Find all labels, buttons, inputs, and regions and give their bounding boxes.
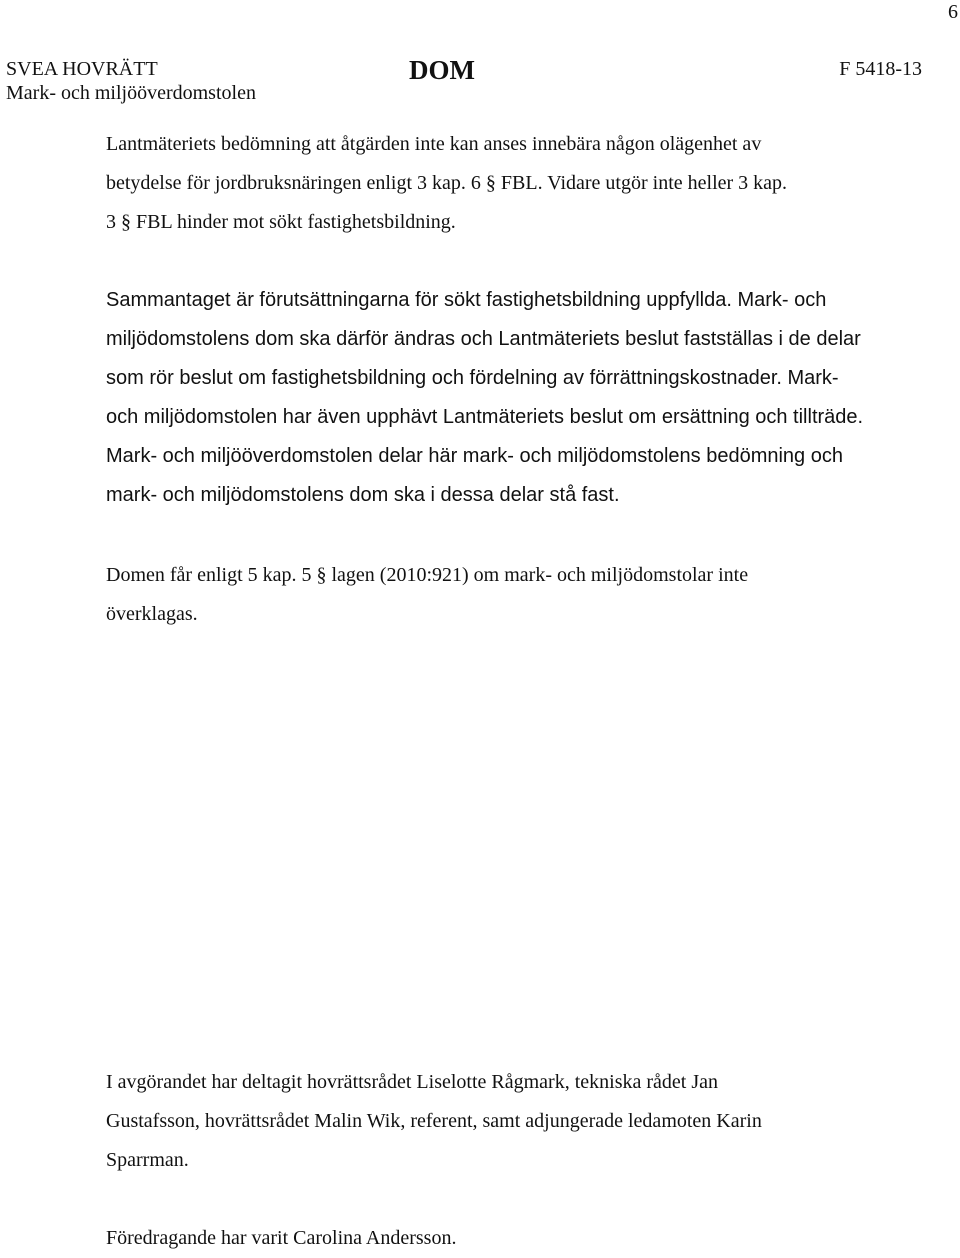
- paragraph-assessment: [106, 125, 787, 242]
- paragraph-line: Gustafsson, hovrättsrådet Malin Wik, referent, samt adjungerade ledamoten Karin: [106, 1110, 762, 1132]
- court-name: SVEA HOVRÄTT: [6, 58, 158, 80]
- paragraph-line: 3 § FBL hinder mot sökt fastighetsbildning.: [106, 211, 456, 233]
- paragraph-line: Lantmäteriets bedömning att åtgärden inte kan anses innebära någon olägenhet av: [106, 133, 762, 155]
- paragraph-line: mark- och miljödomstolens dom ska i dessa delar stå fast.: [106, 484, 620, 506]
- paragraph-line: Mark- och miljööverdomstolen delar här mark- och miljödomstolens bedömning och: [106, 445, 843, 467]
- paragraph-rapporteur: [106, 1219, 456, 1258]
- case-number: F 5418-13: [839, 58, 922, 80]
- paragraph-line: överklagas.: [106, 603, 198, 625]
- document-type-title: DOM: [409, 55, 475, 85]
- paragraph-line: betydelse för jordbruksnäringen enligt 3 kap. 6 § FBL. Vidare utgör inte heller 3 kap.: [106, 172, 788, 194]
- paragraph-line: miljödomstolens dom ska därför ändras och Lantmäteriets beslut fastställas i de delar: [106, 328, 861, 350]
- paragraph-appeal-notice: [106, 556, 748, 634]
- paragraph-line: Föredragande har varit Carolina Andersson.: [106, 1227, 457, 1249]
- paragraph-line: Sammantaget är förutsättningarna för sökt fastighetsbildning uppfyllda. Mark- och: [106, 289, 827, 311]
- paragraph-line: I avgörandet har deltagit hovrättsrådet Liselotte Rågmark, tekniska rådet Jan: [106, 1071, 719, 1093]
- paragraph-line: som rör beslut om fastighetsbildning och fördelning av förrättningskostnader. Mark-: [106, 367, 839, 389]
- paragraph-line: och miljödomstolen har även upphävt Lantmäteriets beslut om ersättning och tillträde.: [106, 406, 864, 428]
- paragraph-line: Domen får enligt 5 kap. 5 § lagen (2010:921) om mark- och miljödomstolar inte: [106, 564, 749, 586]
- paragraph-line: Sparrman.: [106, 1149, 189, 1171]
- paragraph-conclusion: [106, 281, 863, 515]
- paragraph-participants: [106, 1063, 762, 1180]
- court-department: Mark- och miljööverdomstolen: [6, 82, 256, 104]
- page-number: 6: [948, 1, 958, 23]
